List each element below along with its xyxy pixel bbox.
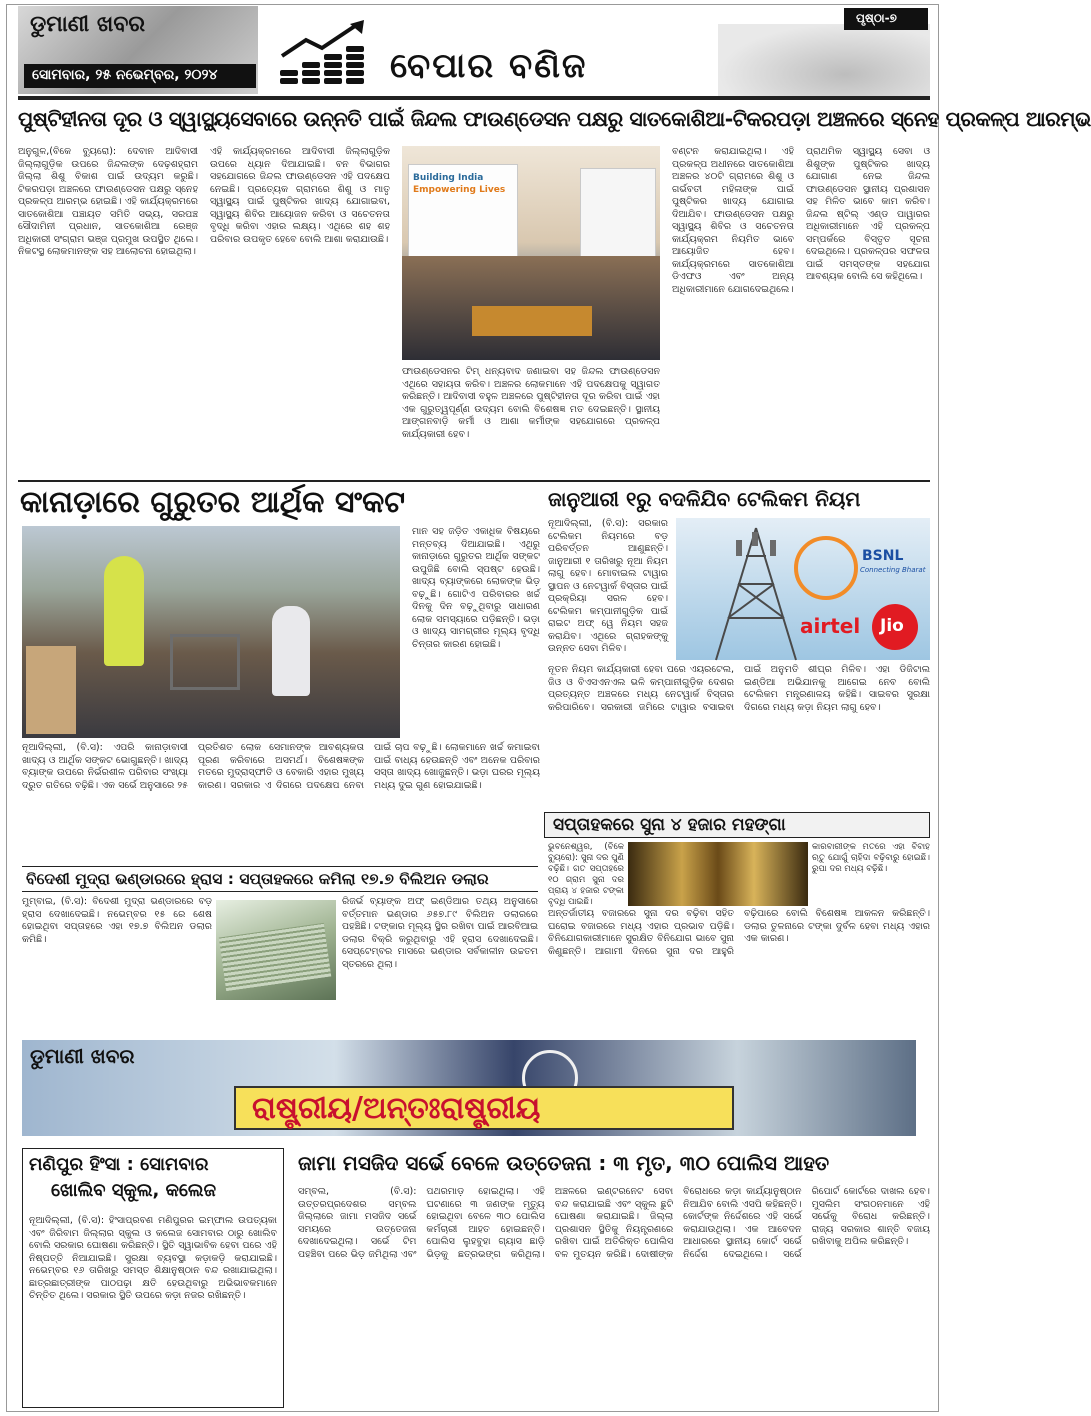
section-title: ବେପାର ବଣିଜ bbox=[390, 46, 588, 86]
gold-right-text: କାରବାରୀଙ୍କ ମତରେ ଏହା ବିବାହ ଋତୁ ଯୋଗୁଁ ଚାହିଦା ବଢ଼ିବାରୁ ହୋଇଛି। ରୁପା ଦର ମଧ୍ୟ ବଢ଼ିଛି। bbox=[812, 842, 930, 874]
dollar-stack bbox=[219, 923, 331, 991]
forex-photo bbox=[216, 900, 336, 1000]
lead-col-5: ପ୍ରାଥମିକ ସ୍ୱାସ୍ଥ୍ୟ ସେବା ଓ ଶିଶୁଙ୍କ ପୁଷ୍ଟିକର ଖାଦ୍ୟ ଯୋଗାଣ ନେଇ ଜିନ୍ଦଲ ଫାଉଣ୍ଡେସନ ସ୍ଥାନୀୟ ପ୍ରଶାସନ ସହ ମିଳିତ ଭାବେ କାମ କରିବ। ଜିନ୍ଦଲ ଷ୍ଟିଲ୍ ଏଣ୍ଡ ପାୱାରର ଅଧିକାରୀମାନେ ଏହି ପ୍ରକଳ୍ପ ସମ୍ପର୍କରେ ବିସ୍ତୃତ ସୂଚନା ଦେଇଥିଲେ। ପ୍ରକଳ୍ପର ସଫଳତା ପାଇଁ ସମସ୍ତଙ୍କ ସହଯୋଗ ଆବଶ୍ୟକ ବୋଲି ସେ କହିଥିଲେ। bbox=[806, 146, 930, 282]
date-bar bbox=[24, 64, 256, 88]
masthead-rule bbox=[18, 96, 930, 100]
masthead-texture-right bbox=[718, 24, 930, 96]
jio-logo bbox=[872, 604, 918, 650]
boxes-stack bbox=[26, 646, 76, 734]
manipur-headline-1: ମଣିପୁର ହିଂସା : ସୋମବାର bbox=[29, 1154, 209, 1175]
telecom-photo bbox=[676, 518, 930, 660]
canada-side-text: ମାନ ସହ ଜଡ଼ିତ ଏକାଧିକ ବିଷୟରେ ମନ୍ତବ୍ୟ ଦିଆଯାଇଛି। ଏଥିରୁ କାନାଡ଼ାରେ ଗୁରୁତର ଆର୍ଥିକ ସଙ୍କଟ ଉପୁଜିଛି ବୋଲି ସ୍ପଷ୍ଟ ହେଉଛି। ଖାଦ୍ୟ ବ୍ୟାଙ୍କରେ ଲୋକଙ୍କ ଭିଡ଼ ବଢ଼ୁଛି। ଗୋଟିଏ ପରିବାରର ଖର୍ଚ୍ଚ ଦିନକୁ ଦିନ ବଢ଼ୁଥିବାରୁ ସାଧାରଣ ଲୋକ ସମସ୍ୟାରେ ପଡ଼ିଛନ୍ତି। ଭଡ଼ା ଓ ଖାଦ୍ୟ ସାମଗ୍ରୀର ମୂଲ୍ୟ ବୃଦ୍ଧି ଚିନ୍ତାର କାରଣ ହୋଇଛି। bbox=[412, 526, 540, 650]
jama-headline: ଜାମା ମସଜିଦ ସର୍ଭେ ବେଳେ ଉତ୍ତେଜନା : ୩ ମୃତ, ୩୦ ପୋଲିସ ଆହତ bbox=[298, 1151, 830, 1175]
section2-paper-name: ଡୁମାଣୀ ଖବର bbox=[30, 1044, 135, 1068]
bsnl-tagline: Connecting Bharat bbox=[860, 566, 926, 574]
lead-col-2: ଏହି କାର୍ଯ୍ୟକ୍ରମରେ ଆଦିବାସୀ ଜିଲ୍ଲାଗୁଡ଼ିକ ଉପରେ ଧ୍ୟାନ ଦିଆଯାଇଛି। ବନ ବିଭାଗର ସହଯୋଗରେ ଜିନ୍ଦଲ ଫାଉଣ୍ଡେସନ ଏହି ପଦକ୍ଷେପ ନେଇଛି। ପ୍ରତ୍ୟେକ ଗ୍ରାମରେ ଶିଶୁ ଓ ମାତୃ ସ୍ୱାସ୍ଥ୍ୟ ପାଇଁ ପୁଷ୍ଟିକର ଖାଦ୍ୟ ଯୋଗାଇବା, ସ୍ୱାସ୍ଥ୍ୟ ଶିବିର ଆୟୋଜନ କରିବା ଓ ସଚେତନତା ବୃଦ୍ଧି କରିବା ଏହାର ଲକ୍ଷ୍ୟ। ଏଥିରେ ଶହ ଶହ ପରିବାର ଉପକୃତ ହେବେ ବୋଲି ଆଶା କରାଯାଉଛି। bbox=[210, 146, 390, 245]
jio-text: Jio bbox=[880, 616, 904, 636]
manipur-headline-2: ଖୋଲିବ ସ୍କୁଲ, କଲେଜ bbox=[51, 1180, 217, 1201]
lead-caption-text: ଫାଉଣ୍ଡେସନର ଟିମ୍ ଧନ୍ୟବାଦ ଜଣାଇବା ସହ ଜିନ୍ଦଲ ଫାଉଣ୍ଡେସନ ଏଥିରେ ସହାୟତା କରିବ। ଅଞ୍ଚଳର ଲୋକମାନେ ଏହି ପଦକ୍ଷେପକୁ ସ୍ୱାଗତ କରିଛନ୍ତି। ଆଦିବାସୀ ବହୁଳ ଅଞ୍ଚଳରେ ପୁଷ୍ଟିହୀନତା ଦୂର କରିବା ପାଇଁ ଏହା ଏକ ଗୁରୁତ୍ୱପୂର୍ଣ୍ଣ ଉଦ୍ୟମ ବୋଲି ବିଶେଷଜ୍ଞ ମତ ଦେଇଛନ୍ତି। ସ୍ଥାନୀୟ ଆଙ୍ଗନବାଡ଼ି କର୍ମୀ ଓ ଆଶା କର୍ମୀଙ୍କ ସହଯୋଗରେ ପ୍ରକଳ୍ପ କାର୍ଯ୍ୟକାରୀ ହେବ। bbox=[402, 366, 660, 440]
manipur-box bbox=[22, 1148, 284, 1408]
section2-banner bbox=[22, 1040, 916, 1136]
canada-photo bbox=[22, 526, 400, 738]
paper-name: ଡୁମାଣୀ ଖବର bbox=[30, 12, 145, 37]
canada-body: ନୂଆଦିଲ୍ଲୀ, (ବି.ସ): ଏପରି କାନାଡ଼ାବାସୀ ଖାଦ୍ୟ ଓ ଆର୍ଥିକ ସଙ୍କଟ ଭୋଗୁଛନ୍ତି। ଖାଦ୍ୟ ବ୍ୟାଙ୍କ ଉପରେ ନିର୍ଭରଶୀଳ ପରିବାର ସଂଖ୍ୟା ଦ୍ରୁତ ଗତିରେ ବଢ଼ିଛି। ଏକ ସର୍ଭେ ଅନୁସାରେ ୨୫ ପ୍ରତିଶତ ଲୋକ ସେମାନଙ୍କ ଆବଶ୍ୟକତା ପୂରଣ କରିବାରେ ଅସମର୍ଥ। ବିଶେଷଜ୍ଞଙ୍କ ମତରେ ମୁଦ୍ରାସ୍ଫୀତି ଓ ବେକାରି ଏହାର ମୁଖ୍ୟ କାରଣ। ସରକାର ଏ ଦିଗରେ ପଦକ୍ଷେପ ନେବା ପାଇଁ ଚାପ ବଢ଼ୁଛି। ଲୋକମାନେ ଖର୍ଚ୍ଚ କମାଇବା ପାଇଁ ବାଧ୍ୟ ହେଉଛନ୍ତି ଏବଂ ଅନେକ ପରିବାର ସସ୍ତା ଖାଦ୍ୟ ଖୋଜୁଛନ୍ତି। ଭଡ଼ା ଘରର ମୂଲ୍ୟ ମଧ୍ୟ ଦୁଇ ଗୁଣ ହୋଇଯାଇଛି। bbox=[22, 742, 540, 791]
page-number: ପୃଷ୍ଠା-୭ bbox=[856, 11, 897, 25]
date-text: ସୋମବାର, ୨୫ ନଭେମ୍ବର, ୨୦୨୪ bbox=[32, 67, 218, 83]
section2-title-box bbox=[234, 1086, 734, 1130]
lead-headline: ପୁଷ୍ଟିହୀନତା ଦୂର ଓ ସ୍ୱାସ୍ଥ୍ୟସେବାରେ ଉନ୍ନତି ପାଇଁ ଜିନ୍ଦଲ ଫାଉଣ୍ଡେସନ ପକ୍ଷରୁ ସାତକୋଶିଆ-ଟିକରପଡ଼ା ଅଞ୍ଚଳରେ ସ୍ନେହ ପ୍ରକଳ୍ପ ଆରମ୍ଭ bbox=[18, 107, 1091, 131]
forex-headline-bar bbox=[22, 866, 538, 892]
lead-photo bbox=[402, 146, 660, 360]
forex-headline: ବିଦେଶୀ ମୁଦ୍ରା ଭଣ୍ଡାରରେ ହ୍ରାସ : ସପ୍ତାହକରେ କମିଲା ୧୭.୭ ବିଲିଅନ ଡଲାର bbox=[26, 870, 489, 888]
gold-headline-bar bbox=[544, 812, 930, 838]
gold-left-text: ଭୁବନେଶ୍ୱର, (ବିକେ ବ୍ୟୁରୋ): ସୁନା ଦର ପୁଣି ବଢ଼ିଛି। ଗତ ସପ୍ତାହରେ ୧୦ ଗ୍ରାମ ସୁନା ଦର ପ୍ରାୟ ୪ ହଜାର ଟଙ୍କା ବୃଦ୍ଧି ପାଇଛି। bbox=[548, 842, 624, 907]
bsnl-logo bbox=[794, 536, 858, 600]
airtel-text: airtel bbox=[800, 614, 861, 638]
bsnl-text: BSNL bbox=[862, 548, 904, 564]
forex-left-text: ମୁମ୍ବାଇ, (ବି.ସ): ବିଦେଶୀ ମୁଦ୍ରା ଭଣ୍ଡାରରେ ବଡ଼ ହ୍ରାସ ଦେଖାଦେଇଛି। ନଭେମ୍ବର ୧୫ ରେ ଶେଷ ହୋଇଥିବା ସପ୍ତାହରେ ଏହା ୧୭.୭ ବିଲିଅନ ଡଲାର କମିଛି। bbox=[22, 896, 212, 945]
volunteer-figure bbox=[104, 556, 144, 666]
rule-after-lead bbox=[18, 480, 930, 482]
gold-headline: ସପ୍ତାହକରେ ସୁନା ୪ ହଜାର ମହଙ୍ଗା bbox=[553, 815, 786, 835]
canada-headline: କାନାଡ଼ାରେ ଗୁରୁତର ଆର୍ଥିକ ସଂକଟ bbox=[20, 485, 406, 520]
lead-col-1: ଅନୁଗୁଳ,(ବିକେ ବ୍ୟୁରୋ): ଦେବାନ ଆଦିବାସୀ ଜିଲ୍ଲାଗୁଡ଼ିକ ଉପରେ ଜିନ୍ଦଲଙ୍କ ଦେଢ଼ଶହ୍ରାମ ଜିଲ୍ଲା ଶିଶୁ ବିକାଶ ପାଇଁ ଉଦ୍ୟମ କରୁଛି। ଟିକରପଡ଼ା ଅଞ୍ଚଳରେ ଫାଉଣ୍ଡେସନ ପକ୍ଷରୁ ସ୍ନେହ ପ୍ରକଳ୍ପ ଆରମ୍ଭ ହୋଇଛି। ଏହି କାର୍ଯ୍ୟକ୍ରମରେ ସାତକୋଶିଆ ପଞ୍ଚାୟତ ସମିତି ସଭ୍ୟ, ସରପଞ୍ଚ ସୌଦାମିନୀ ପ୍ରଧାନ, ସାତକୋଶିଆ ରେଞ୍ଜ ଅଧିକାରୀ ସଂଗ୍ରାମ ଭଞ୍ଜ ପ୍ରମୁଖ ଉପସ୍ଥିତ ଥିଲେ। ନିକଟସ୍ଥ ଲୋକମାନଙ୍କ ସହ ଆଲୋଚନା ହୋଇଥିଲା। bbox=[18, 146, 198, 257]
telecom-headline: ଜାନୁଆରୀ ୧ରୁ ବଦଳିଯିବ ଟେଲିକମ ନିୟମ bbox=[548, 487, 861, 511]
forex-right-text: ରିଜର୍ଭ ବ୍ୟାଙ୍କ ଅଫ୍ ଇଣ୍ଡିଆର ତଥ୍ୟ ଅନୁସାରେ ବର୍ତ୍ତମାନ ଭଣ୍ଡାର ୬୫୭.୮୯ ବିଲିଅନ ଡଲାରରେ ପହଞ୍ଚିଛି। ଟଙ୍କାର ମୂଲ୍ୟ ସ୍ଥିର ରଖିବା ପାଇଁ ଆରବିଆଇ ଡଲାର ବିକ୍ରି କରୁଥିବାରୁ ଏହି ହ୍ରାସ ଦେଖାଦେଇଛି। ସେପ୍ଟେମ୍ବର ମାସରେ ଭଣ୍ଡାର ସର୍ବକାଳୀନ ଉଚ୍ଚତମ ସ୍ତରରେ ଥିଲା। bbox=[342, 896, 538, 970]
manipur-body: ନୂଆଦିଲ୍ଲୀ, (ବି.ସ): ହିଂସାପ୍ରବଣ ମଣିପୁରର ଇମ୍ଫାଲ ଉପତ୍ୟକା ଏବଂ ଜିରିବାମ ଜିଲ୍ଲାର ସ୍କୁଲ ଓ କଲେଜ ସୋମବାର ଠାରୁ ଖୋଲିବ ବୋଲି ସରକାର ଘୋଷଣା କରିଛନ୍ତି। ସ୍ଥିତି ସ୍ୱାଭାବିକ ହେବା ପରେ ଏହି ନିଷ୍ପତ୍ତି ନିଆଯାଇଛି। ସୁରକ୍ଷା ବ୍ୟବସ୍ଥା କଡ଼ାକଡ଼ି କରାଯାଇଛି। ନଭେମ୍ବର ୧୬ ତାରିଖରୁ ସମସ୍ତ ଶିକ୍ଷାନୁଷ୍ଠାନ ବନ୍ଦ ରଖାଯାଇଥିଲା। ଛାତ୍ରଛାତ୍ରୀଙ୍କ ପାଠପଢ଼ା କ୍ଷତି ହେଉଥିବାରୁ ଅଭିଭାବକମାନେ ଚିନ୍ତିତ ଥିଲେ। ସରକାର ସ୍ଥିତି ଉପରେ କଡ଼ା ନଜର ରଖିଛନ୍ତି। bbox=[29, 1215, 277, 1301]
page-number-tab bbox=[844, 8, 928, 30]
growth-chart-icon bbox=[276, 20, 376, 94]
section2-title: ରାଷ୍ଟ୍ରୀୟ/ଅନ୍ତଃରାଷ୍ଟ୍ରୀୟ bbox=[252, 1091, 541, 1126]
telecom-body-bottom: ନୂତନ ନିୟମ କାର୍ଯ୍ୟକାରୀ ହେବା ପରେ ଏୟରଟେଲ, ଜିଓ ଓ ବିଏସଏନଏଲ ଭଳି କମ୍ପାନୀଗୁଡ଼ିକ ଦେଶର ପ୍ରତ୍ୟନ୍ତ ଅଞ୍ଚଳରେ ମଧ୍ୟ ନେଟୱାର୍କ ବିସ୍ତାର କରିପାରିବେ। ସରକାରୀ ଜମିରେ ଟାୱାର ବସାଇବା ପାଇଁ ଅନୁମତି ଶୀଘ୍ର ମିଳିବ। ଏହା ଡିଜିଟାଲ ଇଣ୍ଡିଆ ଅଭିଯାନକୁ ଆଗେଇ ନେବ ବୋଲି ଟେଲିକମ ମନ୍ତ୍ରଣାଳୟ କହିଛି। ସାଇବର ସୁରକ୍ଷା ଦିଗରେ ମଧ୍ୟ କଡ଼ା ନିୟମ ଲାଗୁ ହେବ। bbox=[548, 664, 930, 713]
lead-col-4: ବଣ୍ଟନ କରାଯାଇଥିଲା। ଏହି ପ୍ରକଳ୍ପ ଅଧୀନରେ ସାତକୋଶିଆ ଅଞ୍ଚଳର ୪୦ଟି ଗ୍ରାମରେ ଶିଶୁ ଓ ଗର୍ଭବତୀ ମହିଳାଙ୍କ ପାଇଁ ପୁଷ୍ଟିକର ଖାଦ୍ୟ ଯୋଗାଇ ଦିଆଯିବ। ଫାଉଣ୍ଡେସନ ପକ୍ଷରୁ ସ୍ୱାସ୍ଥ୍ୟ ଶିବିର ଓ ସଚେତନତା କାର୍ଯ୍ୟକ୍ରମ ନିୟମିତ ଭାବେ ଆୟୋଜିତ ହେବ। କାର୍ଯ୍ୟକ୍ରମରେ ସାତକୋଶିଆ ଡିଏଫଓ ଏବଂ ଅନ୍ୟ ଅଧିକାରୀମାନେ ଯୋଗଦେଇଥିଲେ। bbox=[672, 146, 794, 295]
shopping-cart bbox=[170, 634, 240, 690]
gold-body: ଅନ୍ତର୍ଜାତୀୟ ବଜାରରେ ସୁନା ଦର ବଢ଼ିବା ସହିତ ଘରୋଇ ବଜାରରେ ମଧ୍ୟ ଏହାର ପ୍ରଭାବ ପଡ଼ିଛି। ବିନିଯୋଗକାରୀମାନେ ସୁରକ୍ଷିତ ବିନିଯୋଗ ଭାବେ ସୁନା କିଣୁଛନ୍ତି। ଆଗାମୀ ଦିନରେ ସୁନା ଦର ଆହୁରି ବଢ଼ିପାରେ ବୋଲି ବିଶେଷଜ୍ଞ ଆକଳନ କରିଛନ୍ତି। ଡଲାର ତୁଳନାରେ ଟଙ୍କା ଦୁର୍ବଳ ହେବା ମଧ୍ୟ ଏହାର ଏକ କାରଣ। bbox=[548, 908, 930, 957]
banner-line-2: Empowering Lives bbox=[413, 185, 506, 195]
photo-shelf bbox=[472, 306, 592, 336]
masthead bbox=[18, 6, 930, 98]
telecom-body-top: ନୂଆଦିଲ୍ଲୀ, (ବି.ସ): ସରକାର ଟେଲିକମ ନିୟମରେ ବଡ଼ ପରିବର୍ତ୍ତନ ଆଣୁଛନ୍ତି। ଜାନୁଆରୀ ୧ ତାରିଖରୁ ନୂଆ ନିୟମ ଲାଗୁ ହେବ। ମୋବାଇଲ ଟାୱାର ସ୍ଥାପନ ଓ ନେଟୱାର୍କ ବିସ୍ତାର ପାଇଁ ପ୍ରକ୍ରିୟା ସରଳ ହେବ। ଟେଲିକମ କମ୍ପାନୀଗୁଡ଼ିକ ପାଇଁ ରାଇଟ ଅଫ୍ ୱେ ନିୟମ ସହଜ କରାଯିବ। ଏଥିରେ ଗ୍ରାହକଙ୍କୁ ଉନ୍ନତ ସେବା ମିଳିବ। bbox=[548, 518, 668, 654]
gold-photo bbox=[628, 842, 808, 906]
jama-body: ସମ୍ବଲ, (ବି.ସ): ଉତ୍ତରପ୍ରଦେଶର ସମ୍ବଲ ଜିଲ୍ଲାରେ ଜାମା ମସଜିଦ ସର୍ଭେ ସମୟରେ ଉତ୍ତେଜନା ଦେଖାଦେଇଥିଲା। ସର୍ଭେ ଟିମ ପହଞ୍ଚିବା ପରେ ଭିଡ଼ ଜମିଥିଲା ଏବଂ ପଥରମାଡ଼ ହୋଇଥିଲା। ଏହି ଘଟଣାରେ ୩ ଜଣଙ୍କ ମୃତ୍ୟୁ ହୋଇଥିବା ବେଳେ ୩୦ ପୋଲିସ କର୍ମଚାରୀ ଆହତ ହୋଇଛନ୍ତି। ପୋଲିସ ଲୁହବୁହା ଗ୍ୟାସ ଛାଡ଼ି ଭିଡ଼କୁ ଛତ୍ରଭଙ୍ଗ କରିଥିଲା। ଅଞ୍ଚଳରେ ଇଣ୍ଟରନେଟ ସେବା ବନ୍ଦ କରାଯାଇଛି ଏବଂ ସ୍କୁଲ ଛୁଟି ଘୋଷଣା କରାଯାଇଛି। ଜିଲ୍ଲା ପ୍ରଶାସନ ସ୍ଥିତିକୁ ନିୟନ୍ତ୍ରଣରେ ରଖିବା ପାଇଁ ଅତିରିକ୍ତ ପୋଲିସ ବଳ ମୁତୟନ କରିଛି। ଦୋଷୀଙ୍କ ବିରୋଧରେ କଡ଼ା କାର୍ଯ୍ୟାନୁଷ୍ଠାନ ନିଆଯିବ ବୋଲି ଏସପି କହିଛନ୍ତି। କୋର୍ଟଙ୍କ ନିର୍ଦ୍ଦେଶରେ ଏହି ସର୍ଭେ କରାଯାଉଥିଲା। ଏକ ଆବେଦନ ଆଧାରରେ ସ୍ଥାନୀୟ କୋର୍ଟ ସର୍ଭେ ନିର୍ଦ୍ଦେଶ ଦେଇଥିଲେ। ସର୍ଭେ ରିପୋର୍ଟ କୋର୍ଟରେ ଦାଖଲ ହେବ। ମୁସଲିମ ସଂଗଠନମାନେ ଏହି ସର୍ଭେକୁ ବିରୋଧ କରିଛନ୍ତି। ରାଜ୍ୟ ସରକାର ଶାନ୍ତି ବଜାୟ ରଖିବାକୁ ଅପିଲ କରିଛନ୍ତି। bbox=[298, 1186, 930, 1260]
child-figure bbox=[272, 606, 310, 696]
banner-line-1: Building India bbox=[413, 173, 484, 183]
